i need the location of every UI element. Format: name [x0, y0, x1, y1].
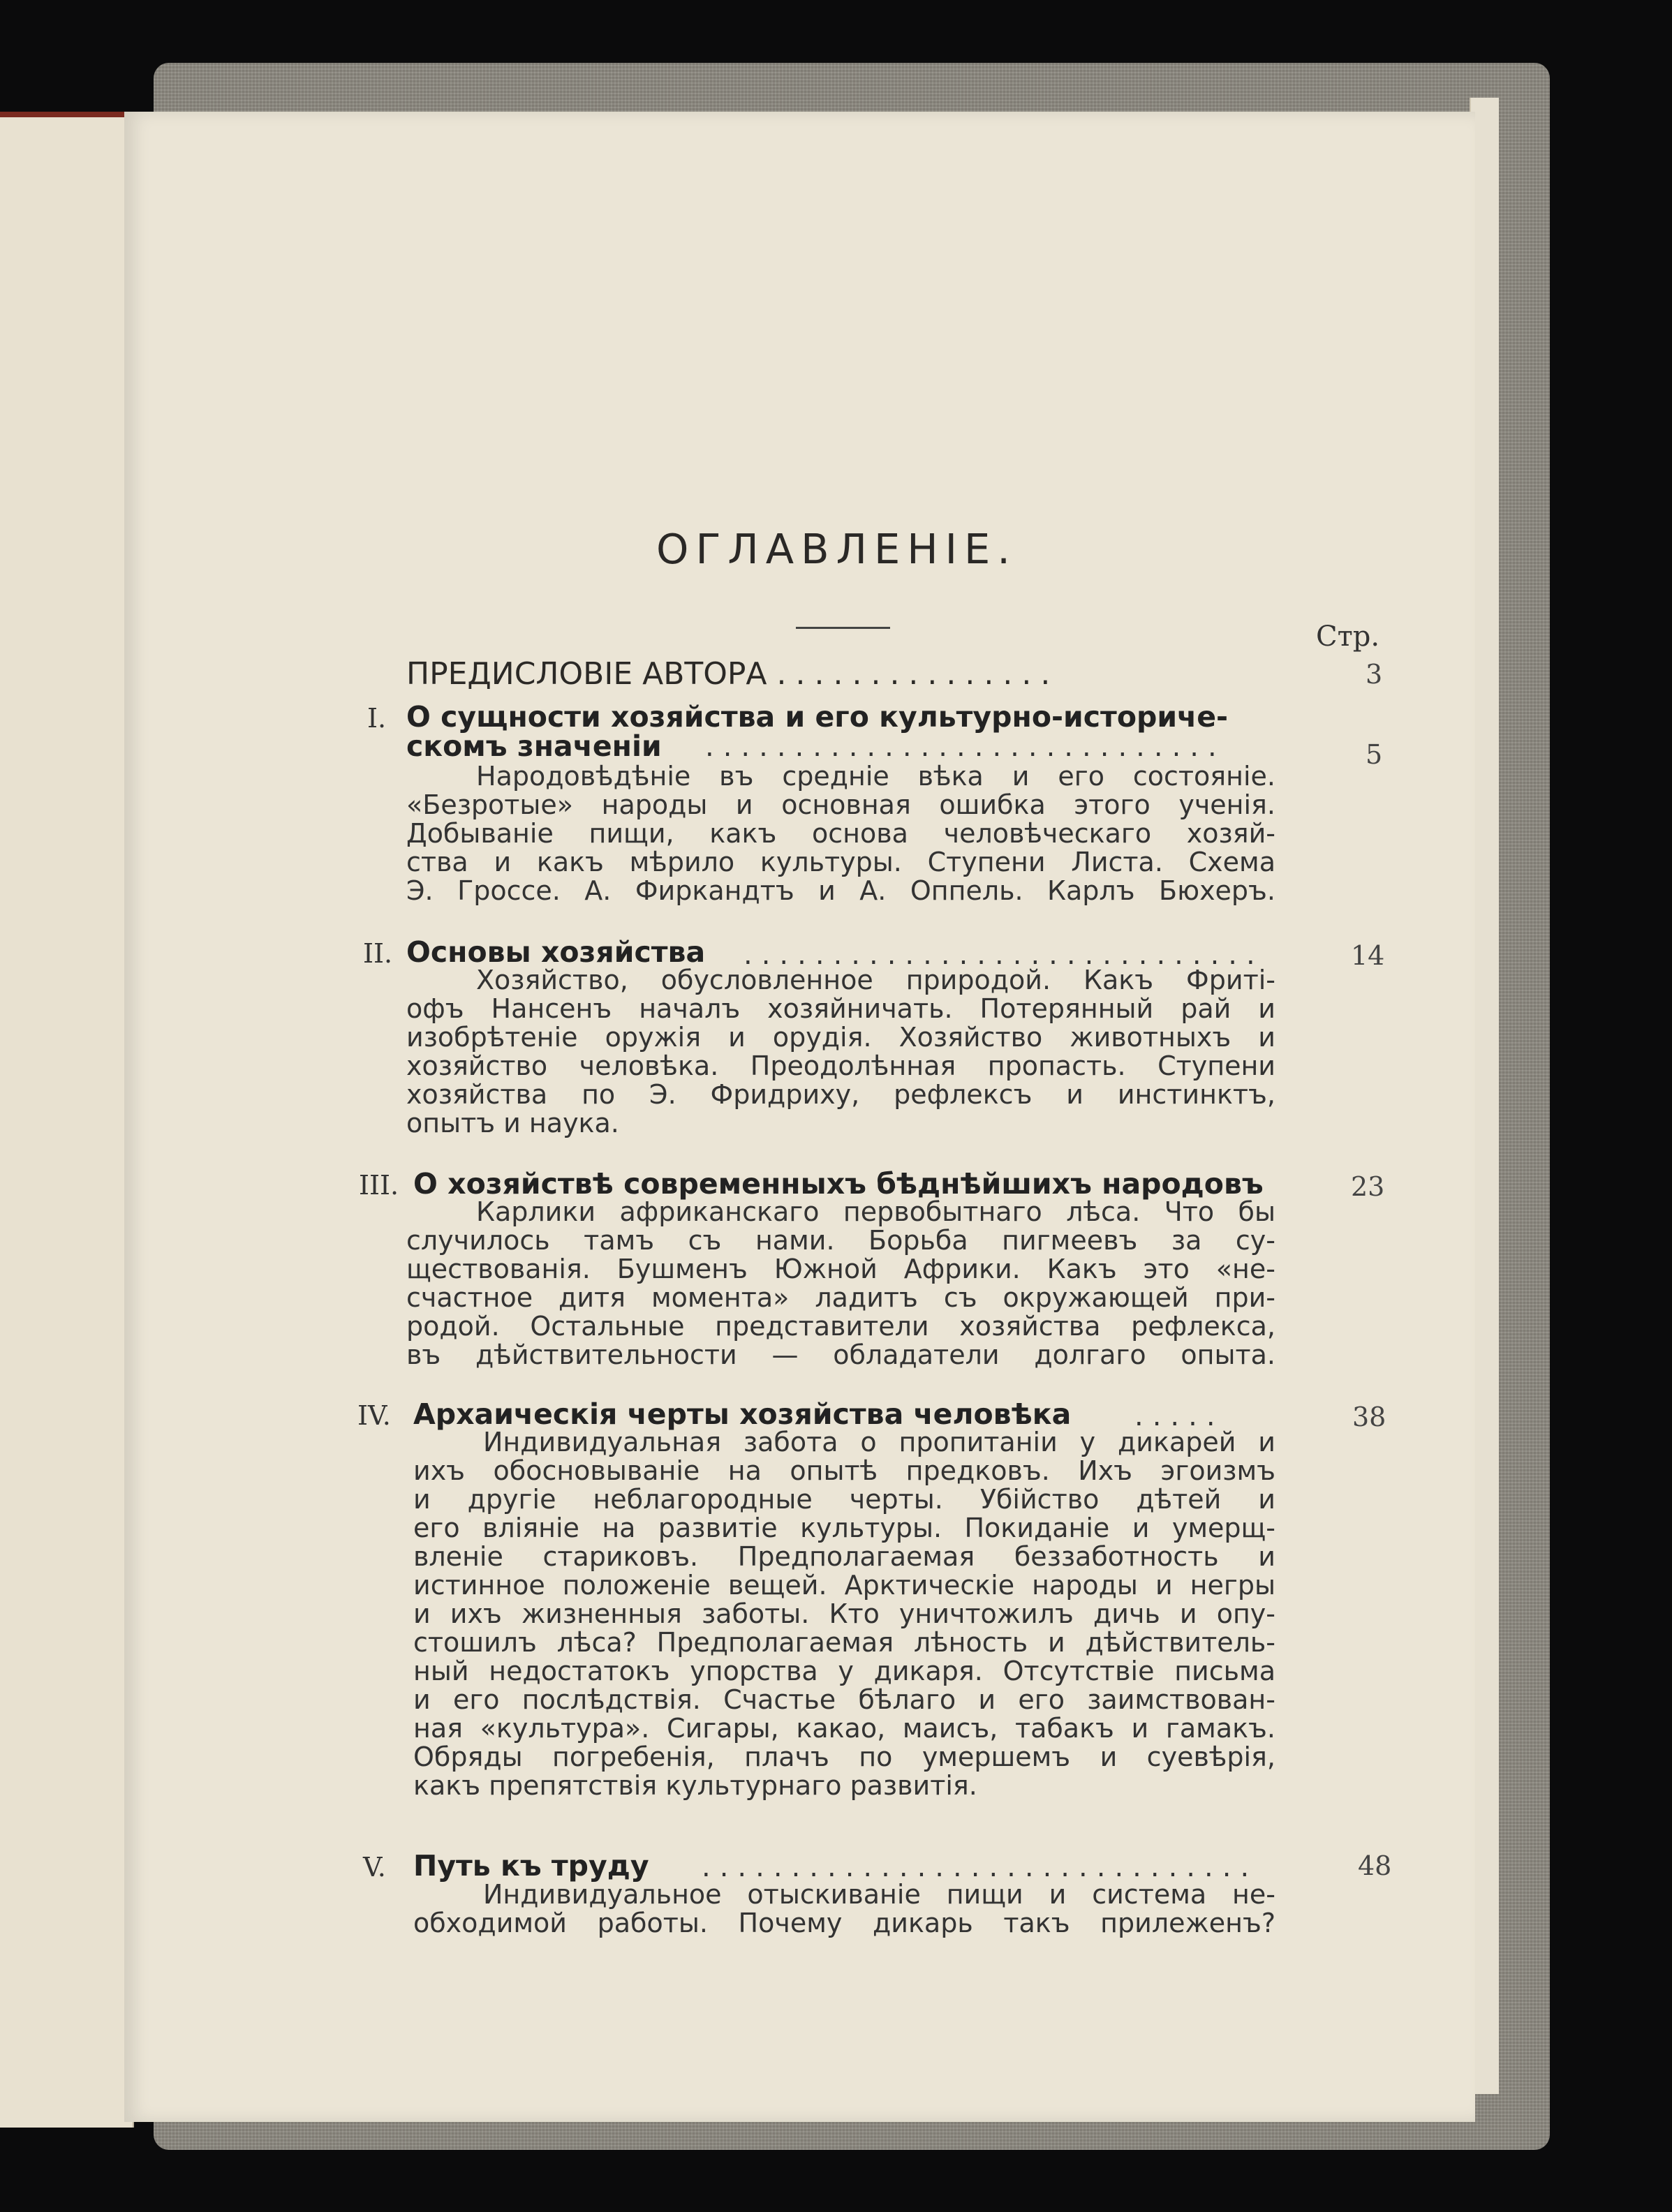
chapter-description: [406, 966, 1275, 1138]
desc-line: Добываніе пищи, какъ основа человѣческаго хозяй-: [406, 818, 1275, 849]
desc-line: Индивидуальная забота о пропитаніи у дикарей и: [483, 1427, 1275, 1457]
preface-entry: [406, 656, 1059, 692]
desc-line: хозяйство человѣка. Преодолѣнная пропасть. Ступени: [406, 1051, 1275, 1081]
chapter-title: О хозяйствѣ современныхъ бѣднѣйшихъ народовъ: [413, 1167, 1264, 1201]
chapter-page: 14: [1351, 940, 1385, 971]
page-column-label: Стр.: [1316, 621, 1380, 653]
leader-dots: ...............................: [702, 1851, 1259, 1883]
desc-line: ства и какъ мѣрило культуры. Ступени Листа. Схема: [406, 847, 1275, 877]
desc-line: и другіе неблагородные черты. Убійство дѣтей и: [413, 1484, 1275, 1515]
chapter-title: Основы хозяйства: [406, 935, 706, 969]
chapter-number: I.: [367, 703, 387, 734]
desc-line: Карлики африканскаго первобытнаго лѣса. Что бы: [476, 1196, 1275, 1227]
desc-line: родой. Остальные представители хозяйства рефлекса,: [406, 1311, 1275, 1342]
desc-line: вленіе стариковъ. Предполагаемая беззаботность и: [413, 1541, 1275, 1572]
desc-line: офъ Нансенъ началъ хозяйничать. Потерянный рай и: [406, 993, 1275, 1024]
desc-line: обходимой работы. Почему дикарь такъ прилеженъ?: [413, 1908, 1275, 1938]
chapter-description: [406, 762, 1275, 905]
desc-line: Обряды погребенія, плачъ по умершемъ и суевѣрія,: [413, 1742, 1275, 1772]
desc-line: «Безротые» народы и основная ошибка этого ученія.: [406, 789, 1275, 820]
leader-dots: .............................: [705, 731, 1226, 763]
desc-line: счастное дитя момента» ладитъ съ окружающей при-: [406, 1282, 1275, 1313]
desc-line: и его послѣдствія. Счастье бѣлаго и его заимствован-: [413, 1684, 1275, 1715]
preface-page: 3: [1366, 659, 1383, 690]
chapter-title: Путь къ труду: [413, 1849, 649, 1883]
desc-line: стошилъ лѣса? Предполагаемая лѣность и дѣйствитель-: [413, 1627, 1275, 1658]
chapter-description: [406, 1198, 1275, 1369]
desc-line: и ихъ жизненныя заботы. Кто уничтожилъ дичь и опу-: [413, 1598, 1275, 1629]
preface-label: ПРЕДИСЛОВІЕ АВТОРА: [406, 656, 767, 692]
chapter-description: [413, 1880, 1275, 1938]
desc-line: истинное положеніе вещей. Арктическіе народы и негры: [413, 1570, 1275, 1601]
desc-line: Народовѣдѣніе въ средніе вѣка и его состояніе.: [476, 761, 1275, 792]
desc-line: въ дѣйствительности — обладатели долгаго опыта.: [406, 1339, 1275, 1370]
chapter-number: V.: [363, 1852, 386, 1883]
desc-line: изобрѣтеніе оружія и орудія. Хозяйство животныхъ и: [406, 1022, 1275, 1053]
desc-line: Э. Гроссе. А. Фиркандтъ и А. Оппель. Карлъ Бюхеръ.: [406, 875, 1275, 906]
leader-dots: .....: [1134, 1400, 1225, 1432]
chapter-title: О сущности хозяйства и его культурно-историче-: [406, 700, 1229, 734]
chapter-page: 5: [1366, 739, 1383, 770]
desc-line: опытъ и наука.: [406, 1108, 619, 1138]
chapter-page: 38: [1352, 1402, 1386, 1432]
chapter-number: II.: [363, 938, 393, 969]
desc-line: ный недостатокъ упорства у дикаря. Отсутствіе письма: [413, 1656, 1275, 1686]
chapter-number: III.: [359, 1170, 399, 1201]
chapter-title-cont: скомъ значеніи: [406, 729, 662, 763]
desc-line: ная «культура». Сигары, какао, маисъ, табакъ и гамакъ.: [413, 1713, 1275, 1744]
page-title: ОГЛАВЛЕНІЕ.: [656, 525, 1018, 573]
desc-line: Хозяйство, обусловленное природой. Какъ Фриті-: [476, 965, 1275, 995]
desc-line: ществованія. Бушменъ Южной Африки. Какъ это «не-: [406, 1254, 1275, 1284]
chapter-title: Архаическія черты хозяйства человѣка: [413, 1397, 1072, 1431]
chapter-page: 48: [1358, 1850, 1392, 1881]
desc-line: его вліяніе на развитіе культуры. Покиданіе и умерщ-: [413, 1513, 1275, 1543]
chapter-description: [413, 1428, 1275, 1800]
desc-line: случилось тамъ съ нами. Борьба пигмеевъ за су-: [406, 1225, 1275, 1256]
leader-dots: .............................: [743, 939, 1264, 971]
desc-line: хозяйства по Э. Фридриху, рефлексъ и инстинктъ,: [406, 1079, 1275, 1110]
title-rule: [796, 627, 890, 629]
leader-dots: ...............: [776, 656, 1060, 692]
chapter-page: 23: [1351, 1171, 1385, 1202]
desc-line: ихъ обосновываніе на опытѣ предковъ. Ихъ эгоизмъ: [413, 1455, 1275, 1486]
desc-line: какъ препятствія культурнаго развитія.: [413, 1770, 977, 1801]
left-page: [0, 117, 134, 2128]
chapter-number: IV.: [357, 1400, 391, 1431]
desc-line: Индивидуальное отыскиваніе пищи и система не-: [483, 1879, 1275, 1910]
